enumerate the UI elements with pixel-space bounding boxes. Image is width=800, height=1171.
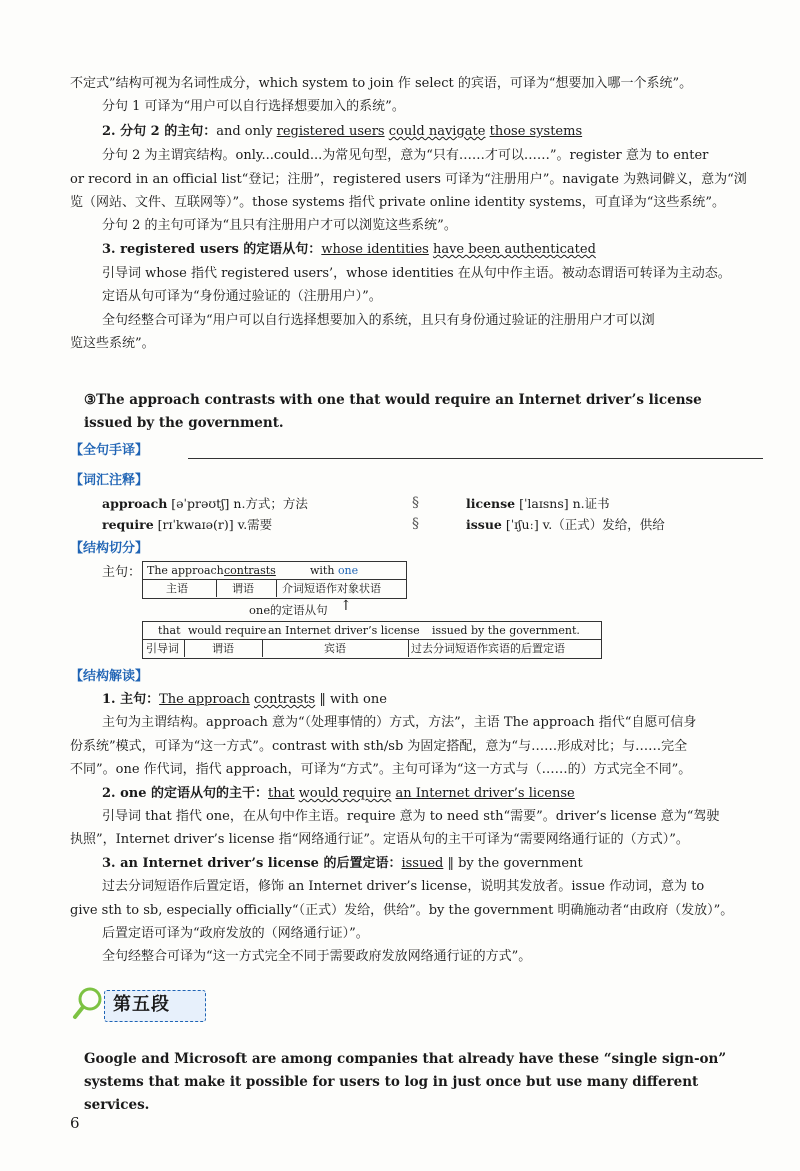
arrow-label: one的定语从句 xyxy=(249,603,328,617)
part-that: that xyxy=(158,624,181,637)
paragraph: 全句经整合可译为“这一方式完全不同于需要政府发放网络通行证的方式”。 xyxy=(102,949,532,964)
paragraph: 主句为主谓结构。approach 意为“（处理事情的）方式，方法”，主语 The approach 指代“自愿可信身 xyxy=(102,715,697,730)
paragraph: give sth to sb, especially officially“（正式）发给，供给”。by the government 明确施动者“由政府（发放）”。 xyxy=(70,903,734,918)
heading-analysis-1: 1. 主句：The approach contrasts ‖ with one xyxy=(102,692,387,707)
paragraph: 引导词 that 指代 one，在从句中作主语。require 意为 to need sth“需要”。driver’s license 意为“驾驶 xyxy=(102,809,720,824)
paragraph: or record in an official list“登记；注册”，registered users 可译为“注册用户”。navigate 为熟词僻义，意为“浏 xyxy=(70,172,747,187)
role-predicate: 谓语 xyxy=(232,582,254,595)
vocab-require: require [rɪˈkwaɪə(r)] v.需要 xyxy=(102,517,273,532)
paragraph: 份系统”模式，可译为“这一方式”。contrast with sth/sb 为固定搭配，意为“与……形成对比；与……完全 xyxy=(70,739,688,754)
arrow-up-icon: ↑ xyxy=(340,598,352,614)
label-structure: 【结构切分】 xyxy=(70,541,149,556)
part-participle: issued by the government. xyxy=(432,624,580,637)
paragraph: 定语从句可译为“身份通过验证的（注册用户）”。 xyxy=(102,289,382,304)
role-adverbial: 介词短语作对象状语 xyxy=(282,582,381,595)
answer-line[interactable] xyxy=(188,458,763,459)
divider xyxy=(142,579,406,580)
part-would-require: would require xyxy=(188,624,267,637)
label-vocab: 【词汇注释】 xyxy=(70,473,149,488)
paragraph: 览这些系统”。 xyxy=(70,336,155,351)
paragraph: 全句经整合可译为“用户可以自行选择想要加入的系统，且只有身份通过验证的注册用户才可以浏 xyxy=(102,313,655,328)
vocab-license: license [ˈlaɪsns] n.证书 xyxy=(466,496,610,511)
paragraph: 引导词 whose 指代 registered users’，whose identities 在从句中作主语。被动态谓语可转译为主动态。 xyxy=(102,266,731,281)
paragraph: 后置定语可译为“政府发放的（网络通行证）”。 xyxy=(102,926,369,941)
divider xyxy=(216,579,217,597)
paragraph: 分句 2 的主句可译为“且只有注册用户才可以浏览这些系统”。 xyxy=(102,218,457,233)
paragraph: 不同”。one 作代词，指代 approach，可译为“方式”。主句可译为“这一方式与（……的）方式完全不同”。 xyxy=(70,762,692,777)
divider xyxy=(184,639,185,657)
heading-attributive: 3. registered users 的定语从句：whose identities have been authenticated xyxy=(102,242,596,257)
label-analysis: 【结构解读】 xyxy=(70,669,149,684)
separator-swirl-icon: § xyxy=(412,516,419,532)
part-prep-phrase: with one xyxy=(310,564,359,577)
role-connector: 引导词 xyxy=(146,642,179,655)
part-predicate: contrasts xyxy=(224,564,276,577)
role-object: 宾语 xyxy=(324,642,346,655)
paragraph: 过去分词短语作后置定语，修饰 an Internet driver’s license，说明其发放者。issue 作动词，意为 to xyxy=(102,879,705,894)
page-number: 6 xyxy=(70,1114,80,1132)
vocab-issue: issue [ˈɪʃuː] v.（正式）发给，供给 xyxy=(466,517,665,532)
heading-clause2: 2. 分句 2 的主句：and only registered users could navigate those systems xyxy=(102,124,583,139)
role-postmodifier: 过去分词短语作宾语的后置定语 xyxy=(411,642,565,655)
paragraph: 览（网站、文件、互联网等）”。those systems 指代 private online identity systems，可直译为“这些系统”。 xyxy=(70,195,726,210)
label-translate: 【全句手译】 xyxy=(70,443,149,458)
divider xyxy=(262,639,263,657)
role-subject: 主语 xyxy=(166,582,188,595)
part-object: an Internet driver’s license xyxy=(268,624,420,637)
paragraph: 执照”，Internet driver’s license 指“网络通行证”。定语从句的主干可译为“需要网络通行证的（方式）”。 xyxy=(70,832,689,847)
divider xyxy=(142,639,601,640)
role-predicate: 谓语 xyxy=(212,642,234,655)
vocab-approach: approach [əˈprəʊtʃ] n.方式；方法 xyxy=(102,496,308,511)
section-title-box xyxy=(104,990,206,1022)
paragraph-5-text: Google and Microsoft are among companies that already have these “single sign-on” systems that make it possible for users to log in just once but use many different services. xyxy=(84,1050,727,1113)
main-clause-label: 主句： xyxy=(102,565,142,580)
divider xyxy=(276,579,277,597)
magnifier-icon xyxy=(72,984,106,1022)
heading-analysis-2: 2. one 的定语从句的主干：that would require an Internet driver’s license xyxy=(102,786,575,801)
paragraph: 不定式”结构可视为名词性成分，which system to join 作 select 的宾语，可译为“想要加入哪一个系统”。 xyxy=(70,76,693,91)
section-title: 第五段 xyxy=(113,994,170,1015)
paragraph: 分句 1 可译为“用户可以自行选择想要加入的系统”。 xyxy=(102,99,405,114)
paragraph: 分句 2 为主谓宾结构。only...could...为常见句型，意为“只有……才可以……”。register 意为 to enter xyxy=(102,148,709,163)
part-subject: The approach xyxy=(147,564,224,577)
example-sentence-3: ③The approach contrasts with one that would require an Internet driver’s license issued by the government. xyxy=(84,391,702,431)
heading-analysis-3: 3. an Internet driver’s license 的后置定语：issued ‖ by the government xyxy=(102,856,583,871)
separator-swirl-icon: § xyxy=(412,495,419,511)
divider xyxy=(408,639,409,657)
